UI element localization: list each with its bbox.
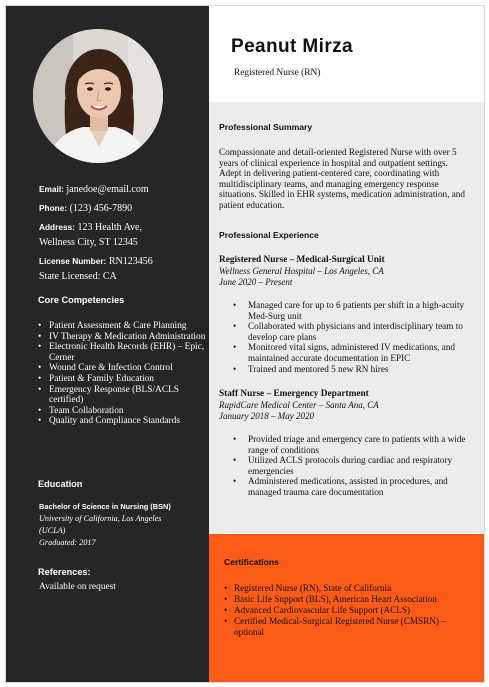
- list-item: • Certified Medical-Surgical Registered Nurse (CMSRN) – optional: [224, 616, 469, 638]
- license-value: RN123456: [108, 256, 153, 267]
- email-row: [39, 182, 204, 197]
- list-item: • Utilized ACLS protocols during cardiac and respiratory emergencies: [233, 455, 468, 476]
- sidebar: [6, 6, 209, 682]
- job-bullets: [233, 300, 468, 374]
- state-value: CA: [102, 271, 117, 282]
- education-block: [39, 501, 204, 549]
- competencies-heading: Core Competencies: [38, 295, 125, 305]
- job-bullets: [233, 434, 468, 498]
- job-meta: [219, 400, 379, 422]
- job-meta: [219, 266, 384, 288]
- address-line2: Wellness City, ST 12345: [39, 237, 138, 248]
- references-text: Available on request: [39, 582, 116, 592]
- job-dates: January 2018 – May 2020: [219, 411, 314, 421]
- degree: Bachelor of Science in Nursing (BSN): [39, 502, 171, 511]
- list-item: • Basic Life Support (BLS), American Heart Association: [224, 594, 469, 605]
- summary-heading: Professional Summary: [219, 122, 313, 132]
- list-item: • Advanced Cardiovascular Life Support (ACLS): [224, 605, 469, 616]
- competencies-list: [38, 321, 208, 427]
- job-dates: June 2020 – Present: [219, 277, 293, 287]
- list-item: • Electronic Health Records (EHR) – Epic, Cerner: [38, 342, 208, 363]
- summary-text: Compassionate and detail-oriented Registered Nurse with over 5 years of clinical experience in hospital and outpatient settings. Adept in delivering patient-centered care, coordinating with multidisciplinary teams, and managing emergency response situations. Skilled in EHR systems, medication administration, and patient education.: [219, 147, 465, 210]
- phone-row: [39, 201, 204, 216]
- phone-label: Phone:: [39, 203, 68, 213]
- address-label: Address:: [39, 222, 75, 232]
- references-heading: References:: [38, 567, 91, 577]
- email-label: Email:: [39, 184, 64, 194]
- list-item: • Monitored vital signs, administered IV medications, and maintained accurate documentation in EPIC: [233, 342, 468, 363]
- phone-value: (123) 456-7890: [69, 203, 133, 214]
- education-heading: Education: [38, 479, 83, 489]
- list-item: • IV Therapy & Medication Administration: [38, 332, 208, 343]
- list-item: • Registered Nurse (RN), State of California: [224, 583, 469, 594]
- job-title: Staff Nurse – Emergency Department: [219, 389, 369, 399]
- state-label: State Licensed:: [39, 271, 101, 282]
- list-item: • Trained and mentored 5 new RN hires: [233, 364, 468, 375]
- certifications-heading: Certifications: [224, 557, 279, 567]
- experience-heading: Professional Experience: [219, 230, 319, 240]
- list-item: • Provided triage and emergency care to patients with a wide range of conditions: [233, 434, 468, 455]
- list-item: • Collaborated with physicians and interdisciplinary team to develop care plans: [233, 321, 468, 342]
- candidate-name: Peanut Mirza: [231, 36, 353, 57]
- job-employer: RapidCare Medical Center – Santa Ana, CA: [219, 400, 379, 410]
- list-item: • Wound Care & Infection Control: [38, 363, 208, 374]
- state-row: [39, 269, 204, 284]
- list-item: • Emergency Response (BLS/ACLS certified): [38, 385, 208, 406]
- license-row: [39, 254, 204, 269]
- resume-page: [5, 5, 485, 683]
- profile-photo: [33, 29, 163, 163]
- certifications-list: [224, 583, 469, 638]
- list-item: • Quality and Compliance Standards: [38, 416, 208, 427]
- list-item: • Patient & Family Education: [38, 374, 208, 385]
- job-employer: Wellness General Hospital – Los Angeles, CA: [219, 266, 384, 276]
- email-value[interactable]: janedoe@email.com: [66, 184, 149, 195]
- graduation-year: Graduated: 2017: [39, 538, 96, 547]
- address-row: [39, 220, 204, 250]
- contact-info: [39, 182, 204, 288]
- school-line1: University of California, Los Angeles: [39, 514, 162, 523]
- list-item: • Administered medications, assisted in procedures, and managed trauma care documentation: [233, 476, 468, 497]
- list-item: • Managed care for up to 6 patients per shift in a high-acuity Med-Surg unit: [233, 300, 468, 321]
- school-line2: (UCLA): [39, 526, 66, 535]
- candidate-role: Registered Nurse (RN): [234, 68, 321, 78]
- license-label: License Number:: [39, 256, 107, 266]
- job-title: Registered Nurse – Medical-Surgical Unit: [219, 255, 385, 265]
- list-item: • Team Collaboration: [38, 406, 208, 417]
- list-item: • Patient Assessment & Care Planning: [38, 321, 208, 332]
- address-line1: 123 Health Ave,: [77, 222, 142, 233]
